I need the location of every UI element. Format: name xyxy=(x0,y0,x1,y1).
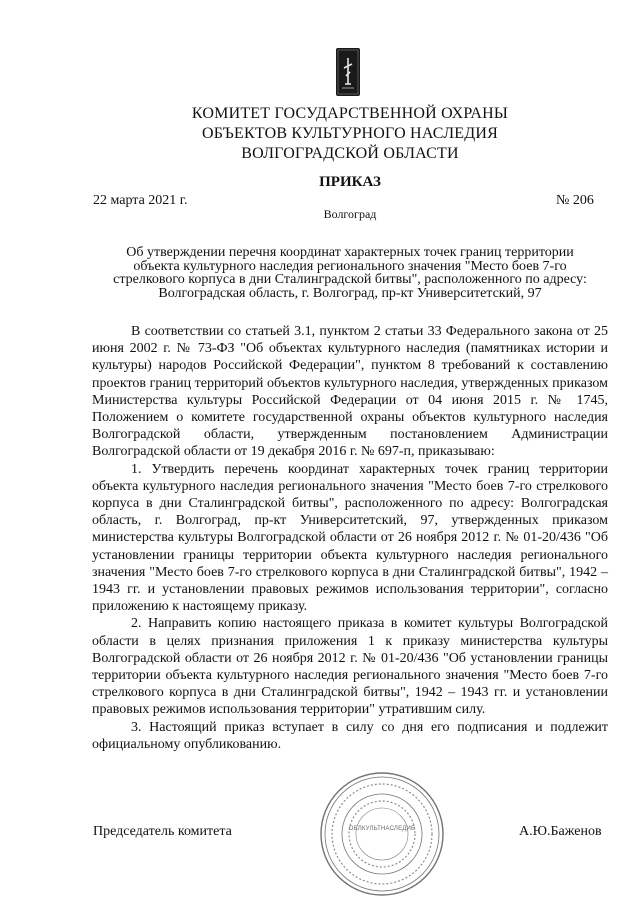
document-number: № 206 xyxy=(556,193,594,208)
organization-heading xyxy=(120,104,580,164)
signer-title: Председатель комитета xyxy=(93,824,232,839)
document-date: 22 марта 2021 г. xyxy=(93,193,188,208)
clause-2-paragraph: 2. Направить копию настоящего приказа в комитет культуры Волгоградской области в целях признания приложения 1 к приказу министерства культуры Волгоградской области от 26 ноября 2012 г. № 01-20/436 "Об установлении границы территории объекта культурного наследия регионального значения "Место боев 7-го стрелкового корпуса в дни Сталинградской битвы", 1942 – 1943 гг. и установлении правовых режимов использования территории" утратившим силу. xyxy=(92,616,608,718)
preamble-paragraph: В соответствии со статьей 3.1, пунктом 2 статьи 33 Федерального закона от 25 июня 2002 г. № 73-ФЗ "Об объектах культурного наследия (памятниках истории и культуры) народов Российской Федерации", пунктом 8 требований к составлению проектов границ территорий объектов культурного наследия, утвержденных приказом Министерства культуры Российской Федерации от 04 июня 2015 г. № 1745, Положением о комитете государственной охраны объектов культурного наследия Волгоградской области, утвержденным постановлением Администрации Волгоградской области от 19 декабря 2016 г. № 697-п, приказываю: xyxy=(92,324,608,460)
document-type: ПРИКАЗ xyxy=(319,174,381,190)
document-city: Волгоград xyxy=(323,207,377,221)
clause-3-paragraph: 3. Настоящий приказ вступает в силу со дня его подписания и подлежит официальному опубликованию. xyxy=(92,719,608,752)
org-line: КОМИТЕТ ГОСУДАРСТВЕННОЙ ОХРАНЫ xyxy=(191,105,509,122)
official-seal xyxy=(318,770,446,898)
subject-line: Об утверждении перечня координат характерных точек границ территории xyxy=(126,245,574,260)
subject-line: Волгоградская область, г. Волгоград, пр-кт Университетский, 97 xyxy=(158,285,542,301)
org-line: ВОЛГОГРАДСКОЙ ОБЛАСТИ xyxy=(241,145,459,162)
signer-name: А.Ю.Баженов xyxy=(519,824,602,839)
coat-of-arms-icon xyxy=(336,48,360,96)
order-body xyxy=(92,323,608,753)
order-subject xyxy=(92,246,608,300)
subject-line: объекта культурного наследия регионального значения "Место боев 7-го xyxy=(133,258,567,274)
seal-lettering: ОБЛКУЛЬТНАСЛЕДИЕ xyxy=(348,826,416,832)
clause-1-paragraph: 1. Утвердить перечень координат характерных точек границ территории объекта культурного наследия регионального значения "Место боев 7-го стрелкового корпуса в дни Сталинградской битвы", расположенного по адресу: Волгоградская область, г. Волгоград, пр-кт Университетский, 97, утвержденных приказом министерства культуры Волгоградской области от 26 ноября 2012 г. № 01-20/436 "Об установлении границы территории объекта культурного наследия регионального значения "Место боев 7-го стрелкового корпуса в дни Сталинградской битвы", 1942 – 1943 гг. и установлении правовых режимов использования территории", согласно приложению к настоящему приказу. xyxy=(92,461,608,615)
org-line: ОБЪЕКТОВ КУЛЬТУРНОГО НАСЛЕДИЯ xyxy=(201,125,499,142)
subject-line: стрелкового корпуса в дни Сталинградской битвы", расположенного по адресу: xyxy=(113,272,587,287)
